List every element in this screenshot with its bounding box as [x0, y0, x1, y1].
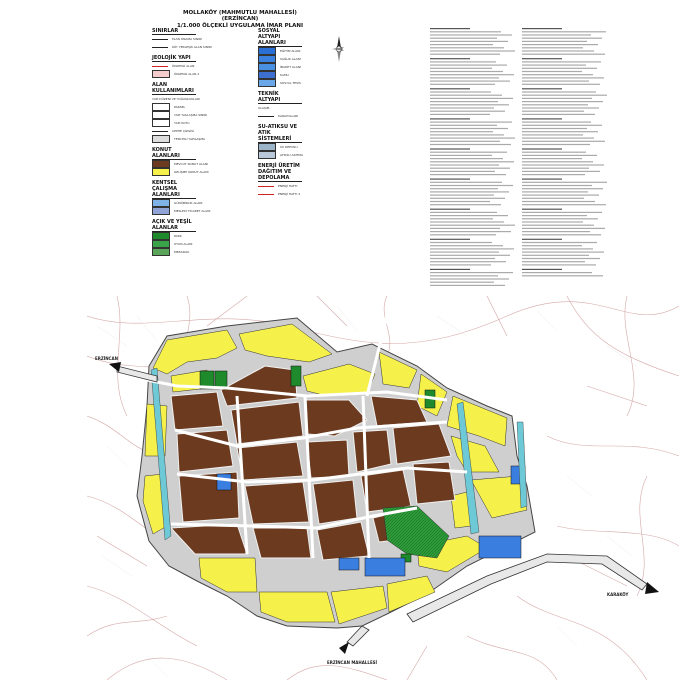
legend-left-heading: KONUT ALANLARI — [152, 147, 196, 160]
legend-left-swatch — [152, 39, 168, 40]
plan-note-line — [430, 221, 504, 222]
legend-left-label: GÜNÜBİRLİK ALANI — [174, 201, 203, 205]
legend-left-swatch — [152, 47, 168, 48]
plan-note-line — [522, 258, 600, 259]
plan-note-line — [430, 95, 502, 96]
plan-note-line — [430, 158, 503, 159]
legend-mid-label: ENERJİ HATTI 2 — [278, 192, 301, 196]
plan-note-line — [522, 131, 598, 132]
plan-note-line — [430, 38, 497, 39]
legend-mid-item — [258, 63, 303, 71]
plan-note-line — [522, 111, 584, 112]
plan-note-line — [522, 74, 593, 75]
plan-note-line — [522, 228, 605, 229]
plan-note-line — [430, 269, 470, 270]
legend-mid-label: SAĞLIK ALANI — [280, 57, 301, 61]
plan-note-line — [430, 195, 494, 196]
east-road-label: KARAKÖY — [607, 592, 629, 597]
plan-note-line — [430, 77, 499, 78]
legend-left-item — [152, 232, 212, 240]
plan-note-line — [430, 234, 496, 235]
legend-left-swatch — [152, 168, 170, 176]
legend-left-item — [152, 70, 212, 78]
plan-note-line — [430, 44, 493, 45]
legend-left-swatch — [152, 248, 170, 256]
legend-mid-label: KAMU — [280, 73, 289, 77]
plan-note-line — [430, 218, 493, 219]
plan-note-line — [522, 171, 600, 172]
plan-note-line — [430, 125, 497, 126]
legend-left-label: ÖNLEMLİ ALAN 2 — [174, 72, 200, 76]
plan-note-line — [522, 264, 596, 265]
legend-left-heading: SINIRLAR — [152, 28, 196, 35]
legend-mid-label: ENERJİ HATTI — [278, 184, 298, 188]
plan-note-line — [522, 255, 589, 256]
plan-note-line — [430, 61, 496, 62]
legend-mid-swatch — [258, 151, 276, 159]
legend-left-item — [152, 111, 212, 119]
plan-note-line — [522, 91, 596, 92]
plan-note-line — [430, 264, 491, 265]
plan-note-line — [522, 148, 562, 149]
plan-note-line — [430, 239, 470, 240]
plan-note-line — [522, 168, 589, 169]
plan-note-line — [522, 38, 602, 39]
plan-note-line — [522, 107, 599, 108]
south-road-arrow-icon — [339, 642, 349, 654]
legend-left-label: PARK — [174, 234, 182, 238]
plan-note-line — [430, 275, 498, 276]
legend-left-swatch — [152, 232, 170, 240]
plan-note-line — [430, 54, 500, 55]
plan-note-line — [430, 31, 501, 32]
legend-mid-label: İBADET ALANI — [280, 65, 301, 69]
legend-middle — [258, 28, 303, 198]
legend-left-item — [152, 240, 212, 248]
plan-note-line — [430, 28, 470, 29]
legend-left-label: PARSEL — [174, 105, 186, 109]
plan-note-line — [430, 285, 505, 286]
plan-note-line — [522, 164, 604, 165]
legend-left-item — [152, 95, 212, 103]
plan-note-line — [522, 201, 595, 202]
plan-note-line — [522, 118, 562, 119]
plan-note-line — [522, 54, 605, 55]
plan-note-line — [430, 74, 514, 75]
plan-note-line — [430, 118, 470, 119]
legend-mid-swatch — [258, 47, 276, 55]
plan-title-line1: MOLLAKÖY (MAHMUTLU MAHALLESİ) (ERZİNCAN) — [183, 10, 297, 22]
north-arrow-icon — [330, 34, 348, 64]
legend-left-swatch — [152, 160, 170, 168]
plan-note-line — [430, 104, 509, 105]
legend-mid-label: ULAŞIM — [258, 106, 270, 110]
plan-note-line — [430, 114, 490, 115]
legend-left-label: KÖY YERLEŞİK ALAN SINIRI — [172, 45, 212, 49]
plan-note-line — [522, 125, 602, 126]
legend-mid-item — [258, 182, 303, 190]
plan-note-line — [522, 141, 605, 142]
plan-note-line — [430, 107, 494, 108]
plan-note-line — [522, 239, 562, 240]
plan-note-line — [522, 198, 584, 199]
plan-note-line — [430, 144, 511, 145]
legend-left-item — [152, 35, 212, 43]
plan-note-line — [430, 152, 507, 153]
legend-mid-item — [258, 47, 303, 55]
plan-note-line — [430, 261, 506, 262]
plan-note-line — [522, 215, 587, 216]
legend-mid-swatch — [258, 55, 276, 63]
plan-note-line — [430, 215, 508, 216]
legend-mid-heading: SOSYAL ALTYAPI ALANLARI — [258, 28, 302, 47]
legend-left-item — [152, 135, 212, 143]
plan-note-line — [430, 68, 492, 69]
plan-note-line — [430, 245, 503, 246]
plan-note-line — [522, 158, 582, 159]
plan-note-line — [430, 111, 505, 112]
plan-note-line — [430, 84, 495, 85]
plan-note-line — [430, 188, 498, 189]
plan-note-line — [522, 138, 594, 139]
legend-mid-item — [258, 55, 303, 63]
plan-note-line — [522, 248, 593, 249]
plan-note-line — [430, 81, 510, 82]
plan-note-line — [430, 88, 470, 89]
plan-note-line — [430, 168, 510, 169]
legend-left-swatch — [152, 103, 170, 111]
legend-left-label: YAPI DÜZENİ VE YOĞUNLUKLARI — [152, 97, 200, 101]
plan-note-line — [522, 88, 562, 89]
plan-note-line — [522, 195, 599, 196]
legend-left-swatch — [152, 199, 170, 207]
legend-left-swatch — [152, 66, 168, 67]
plan-note-line — [522, 275, 603, 276]
plan-note-line — [430, 282, 494, 283]
plan-note-line — [430, 34, 512, 35]
plan-note-line — [522, 95, 607, 96]
legend-left-swatch — [152, 111, 170, 119]
plan-note-line — [430, 131, 493, 132]
plan-note-line — [522, 179, 562, 180]
legend-left-label: OYUN ALANI — [174, 242, 193, 246]
plan-note-line — [522, 34, 591, 35]
legend-mid-swatch — [258, 143, 276, 151]
plan-title-line2: 1/1.000 ÖLÇEKLİ UYGULAMA İMAR PLANI — [176, 23, 304, 29]
plan-note-line — [522, 58, 562, 59]
plan-note-line — [522, 144, 590, 145]
legend-mid-swatch — [258, 71, 276, 79]
plan-note-line — [430, 201, 490, 202]
plan-note-line — [522, 134, 583, 135]
plan-note-line — [522, 204, 606, 205]
plan-note-line — [522, 50, 594, 51]
legend-mid-heading: SU-ATIKSU VE ATIK SİSTEMLERİ — [258, 124, 302, 143]
plan-note-line — [522, 218, 598, 219]
plan-note-line — [522, 242, 597, 243]
legend-mid-heading: ENERJİ ÜRETİM DAĞITIM VE DEPOLAMA — [258, 163, 302, 182]
plan-note-line — [430, 252, 499, 253]
legend-mid-item — [258, 71, 303, 79]
plan-note-line — [430, 225, 515, 226]
plan-note-line — [522, 182, 607, 183]
legend-mid-swatch — [258, 79, 276, 87]
legend-mid-swatch — [258, 116, 274, 117]
plan-note-line — [430, 134, 504, 135]
plan-note-line — [430, 174, 506, 175]
west-road-label: ERZİNCAN — [95, 356, 118, 361]
plan-note-line — [522, 191, 588, 192]
legend-mid-label: EĞİTİM ALANI — [280, 49, 301, 53]
plan-note-line — [430, 161, 514, 162]
plan-note-line — [430, 65, 507, 66]
legend-left-item — [152, 160, 212, 168]
plan-note-line — [430, 122, 512, 123]
plan-note-line — [522, 71, 582, 72]
plan-note-line — [430, 212, 497, 213]
plan-note-line — [430, 191, 509, 192]
plan-note-line — [522, 68, 597, 69]
legend-left-item — [152, 199, 212, 207]
legend-left-item — [152, 62, 212, 70]
plan-note-line — [430, 182, 502, 183]
legend-left-swatch — [152, 131, 168, 132]
legend-left-heading: AÇIK VE YEŞİL ALANLAR — [152, 219, 196, 232]
legend-mid-label: SOSYAL TESİS — [280, 81, 301, 85]
legend-left-label: YAPI YAKLAŞMA SINIRI — [174, 113, 208, 117]
plan-note-line — [522, 234, 601, 235]
plan-note-line — [522, 231, 590, 232]
legend-left-label: GELİŞME KONUT ALANI — [174, 170, 209, 174]
plan-note-line — [430, 155, 492, 156]
legend-mid-heading: TEKNİK ALTYAPI — [258, 91, 302, 104]
legend-mid-item — [258, 143, 303, 151]
plan-note-line — [522, 47, 583, 48]
plan-note-line — [522, 185, 592, 186]
legend-left-swatch — [152, 135, 170, 143]
plan-note-line — [522, 122, 591, 123]
legend-left-swatch — [152, 119, 170, 127]
legend-left — [152, 28, 212, 256]
legend-left-label: YAPI KOTU — [174, 121, 190, 125]
plan-note-line — [522, 114, 595, 115]
plan-note-line — [522, 44, 598, 45]
plan-note-line — [522, 81, 589, 82]
legend-left-label: ÖNLEMLİ ALAN — [172, 64, 195, 68]
legend-left-label: MEZARLIK — [174, 250, 190, 254]
legend-mid-item — [258, 112, 303, 120]
legend-left-heading: KENTSEL ÇALIŞMA ALANLARI — [152, 180, 196, 199]
legend-left-heading: ALAN KULLANIMLARI — [152, 82, 196, 95]
plan-note-line — [522, 155, 597, 156]
plan-note-line — [430, 164, 499, 165]
legend-mid-label: KARAYOLLARI — [278, 114, 299, 118]
legend-left-item — [152, 207, 212, 215]
legend-left-item — [152, 43, 212, 51]
legend-mid-item — [258, 104, 303, 112]
plan-notes — [430, 26, 610, 286]
plan-note-line — [430, 198, 505, 199]
legend-left-item — [152, 119, 212, 127]
legend-left-swatch — [152, 207, 170, 215]
plan-note-line — [522, 41, 587, 42]
plan-note-line — [430, 278, 509, 279]
plan-note-line — [430, 272, 513, 273]
plan-note-line — [522, 252, 604, 253]
legend-left-item — [152, 103, 212, 111]
plan-note-line — [522, 128, 587, 129]
plan-note-line — [430, 47, 504, 48]
plan-note-line — [430, 242, 492, 243]
legend-mid-item — [258, 190, 303, 198]
plan-note-line — [430, 148, 470, 149]
plan-note-line — [522, 269, 562, 270]
legend-mid-item — [258, 79, 303, 87]
plan-note-line — [522, 174, 585, 175]
plan-note-line — [430, 71, 503, 72]
legend-left-label: PLAN ONAMA SINIRI — [172, 37, 202, 41]
legend-mid-swatch — [258, 63, 276, 71]
legend-left-heading: JEOLOJİK YAPI — [152, 55, 196, 62]
plan-note-line — [430, 91, 491, 92]
plan-note-line — [430, 231, 511, 232]
legend-mid-swatch — [258, 194, 274, 195]
plan-note-line — [522, 161, 593, 162]
plan-note-line — [522, 28, 562, 29]
plan-note-line — [430, 128, 508, 129]
legend-mid-label: ATIKSU ARITMA — [280, 153, 304, 157]
plan-note-line — [522, 104, 588, 105]
legend-mid-label: SU DEPOSU — [280, 145, 298, 149]
legend-left-label: MESLEKİ TİCARET ALANI — [174, 209, 211, 213]
plan-note-line — [430, 171, 495, 172]
legend-left-item — [152, 127, 212, 135]
plan-note-line — [522, 209, 562, 210]
east-road-arrow-icon — [645, 582, 659, 594]
plan-note-line — [522, 61, 601, 62]
plan-note-line — [522, 225, 594, 226]
legend-mid-item — [258, 151, 303, 159]
plan-note-line — [430, 228, 500, 229]
plan-note-line — [430, 98, 513, 99]
legend-left-item — [152, 168, 212, 176]
legend-left-label: TERCİHLİ YAPILAŞMA — [174, 137, 206, 141]
legend-left-label: CEPHE ÇİZGİSİ — [172, 129, 194, 133]
plan-note-line — [430, 209, 470, 210]
plan-note-line — [522, 188, 603, 189]
plan-note-line — [522, 245, 582, 246]
plan-note-line — [522, 77, 604, 78]
west-road-arrow-icon — [109, 362, 121, 372]
plan-note-line — [430, 58, 470, 59]
south-road-label: ERZİNCAN MAHALLESİ — [327, 660, 378, 665]
plan-note-line — [522, 152, 586, 153]
plan-note-line — [430, 204, 501, 205]
plan-map — [87, 296, 679, 680]
plan-note-line — [522, 84, 600, 85]
plan-note-line — [430, 258, 495, 259]
plan-note-line — [430, 138, 515, 139]
plan-note-line — [430, 50, 515, 51]
plan-note-line — [430, 41, 508, 42]
plan-note-line — [430, 185, 513, 186]
legend-left-swatch — [152, 70, 170, 78]
plan-note-line — [522, 272, 592, 273]
plan-note-line — [522, 31, 606, 32]
plan-note-line — [430, 141, 500, 142]
plan-note-line — [430, 179, 470, 180]
legend-mid-swatch — [258, 186, 274, 187]
plan-note-line — [430, 101, 498, 102]
plan-note-line — [430, 255, 510, 256]
plan-note-line — [430, 248, 514, 249]
plan-note-line — [522, 98, 592, 99]
plan-note-line — [522, 212, 602, 213]
legend-left-item — [152, 248, 212, 256]
plan-note-line — [522, 65, 586, 66]
plan-note-line — [522, 221, 583, 222]
plan-note-line — [522, 261, 585, 262]
plan-note-line — [522, 101, 603, 102]
legend-left-swatch — [152, 240, 170, 248]
plan-title-block — [175, 10, 305, 29]
legend-left-label: MEVCUT KONUT ALANI — [174, 162, 208, 166]
